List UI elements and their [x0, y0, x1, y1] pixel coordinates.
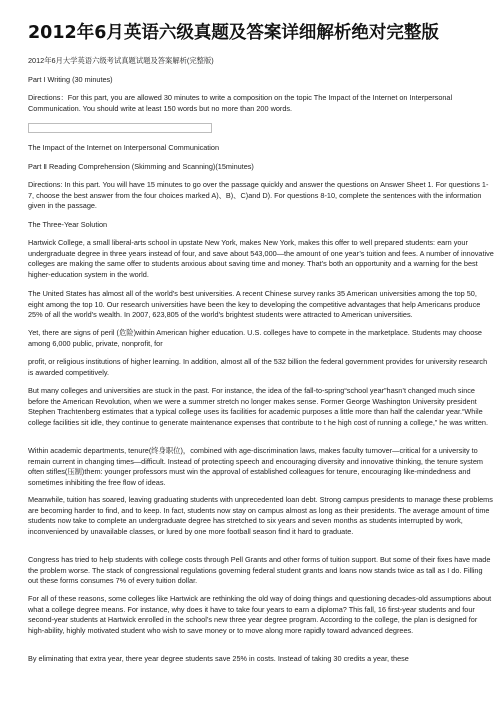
- part2-heading: Part Ⅱ Reading Comprehension (Skimming and Scanning)(15minutes): [28, 162, 254, 171]
- passage-paragraph: profit, or religious institutions of higher learning. In addition, almost all of the 532 billion the federal government provides for university research is awarded competitively.: [28, 357, 488, 377]
- passage-paragraph: Within academic departments, tenure(终身职位)，combined with age-discrimination laws, makes faculty turnover—critical for a university to remain current in changing times—difficult. Instead of protecting speech and encouraging diversity and innovative thinking, the tenure system often stifles(压制)them: younger professors must win the approval of established colleagues for tenure, encouraging like-mindedness and sometimes inhibiting the free flow of ideas.: [28, 446, 483, 487]
- passage-paragraph: For all of these reasons, some colleges like Hartwick are rethinking the old way of doing things and questioning decades-old assumptions about what a college degree means. For instance, why does it have to take four years to earn a diploma? This fall, 16 first-year students and four second-year students at Hartwick enrolled in the school’s new three year degree program. According to the college, the plan is designed for high-ability, highly motivated student who wish to save money or to move along more rapidly toward advanced degrees.: [28, 594, 492, 635]
- passage-paragraph: Meanwhile, tuition has soared, leaving graduating students with unprecedented loan debt. Strong campus presidents to manage these problems are becoming harder to find, and to keep. In fact, students now stay on campus almost as long as their presidents. The average amount of time students now take to complete an undergraduate degree has stretched to six years and seven months as students interrupted by work, inconvenienced by unavailable classes, or lured by one more football season find it hard to graduate.: [28, 495, 493, 536]
- passage-paragraph: Congress has tried to help students with college costs through Pell Grants and other forms of tuition support. But some of their fixes have made the problem worse. The stack of congressional regulations governing federal student grants and loans now stands twice as tall as I do. Filling out these forms consumes 7% of every tuition dollar.: [28, 555, 491, 586]
- passage-paragraph: Yet, there are signs of peril (危险)within American higher education. U.S. colleges have to compete in the marketplace. Students may choose among 6,000 public, private, nonprofit, for: [28, 328, 482, 348]
- passage-title: The Three-Year Solution: [28, 220, 108, 229]
- part2-directions: Directions: In this part. You will have 15 minutes to go over the passage quickly and answer the questions on Answer Sheet 1. For questions 1-7, choose the best answer from the four choices marked A)、B)、C)and D). For questions 8-10, complete the sentences with the information given in the passage.: [28, 180, 489, 211]
- part1-heading: Part I Writing (30 minutes): [28, 75, 113, 84]
- passage-paragraph: But many colleges and universities are stuck in the past. For instance, the idea of the fall-to-spring“school year”hasn’t changed much since before the American Revolution, when we were a summer stretch no longer makes sense. Former George Washington University president Stephen Trachtenberg estimates that a typical college uses its facilities for academic purposes a little more than half the calendar year.“While college facilities sit idle, they continue to generate maintenance expenses that contribute to t he high cost of running a college,” he was written.: [28, 386, 488, 427]
- passage-paragraph: By eliminating that extra year, there year degree students save 25% in costs. Instead of taking 30 credits a year, these: [28, 654, 409, 663]
- passage-paragraph: Hartwick College, a small liberal-arts school in upstate New York, makes New York, makes this offer to well prepared students: earn your undergraduate degree in three years instead of four, and save about 543,000—the amount of one year’s tuition and fees. A number of innovative colleges are making the same offer to students anxious about saving time and money. That’s both an opportunity and a warning for the best higher-education system in the world.: [28, 238, 494, 279]
- answer-blank-box: [28, 123, 212, 133]
- document-subtitle: 2012年6月大学英语六级考试真题试题及答案解析(完整版): [28, 56, 214, 65]
- part1-directions: Directions：For this part, you are allowed 30 minutes to write a composition on the topic The Impact of the Internet on Interpersonal Communication. You should write at least 150 words but no more than 200 words.: [28, 93, 453, 113]
- passage-paragraph: The United States has almost all of the world’s best universities. A recent Chinese survey ranks 35 American universities among the top 50, eight among the top 10. Our research universities have been the key to developing the competitive advantages that help Americans produce 25% of all the world’s wealth. In 2007, 623,805 of the world’s brightest students were attracted to American universities.: [28, 289, 481, 320]
- essay-topic: The Impact of the Internet on Interpersonal Communication: [28, 143, 220, 152]
- document-title: 2012年6月英语六级真题及答案详细解析绝对完整版: [28, 23, 439, 43]
